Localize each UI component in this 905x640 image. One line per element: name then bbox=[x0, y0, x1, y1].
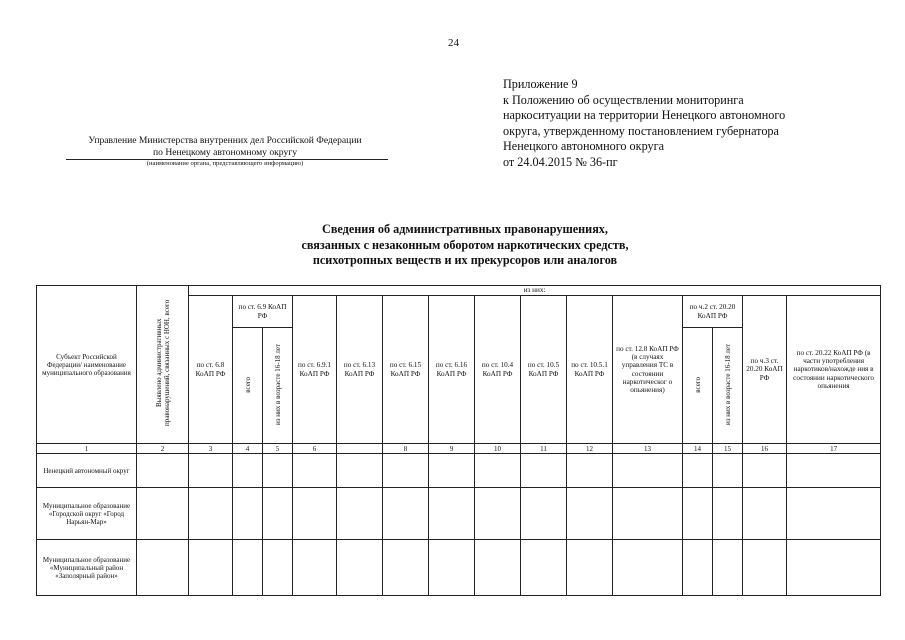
header-art-6-8: по ст. 6.8 КоАП РФ bbox=[189, 296, 233, 444]
header-art-6-9-total: всего bbox=[233, 328, 263, 444]
header-art-6-9-minors: из них в возрасте 16-18 лет bbox=[263, 328, 293, 444]
organization-caption: (наименование органа, представляющего информацию) bbox=[146, 160, 304, 167]
report-title-line: Сведения об административных правонарушениях, bbox=[322, 222, 608, 236]
table-cell bbox=[475, 540, 521, 596]
appendix-line: округа, утвержденному постановлением губернатора bbox=[503, 123, 779, 138]
header-of-them: из них: bbox=[189, 286, 881, 296]
table-cell bbox=[743, 488, 787, 540]
table-cell bbox=[475, 454, 521, 488]
table-cell bbox=[429, 540, 475, 596]
header-art-10-4: по ст. 10.4 КоАП РФ bbox=[475, 296, 521, 444]
column-number: 4 bbox=[233, 444, 263, 454]
column-numbers-row bbox=[37, 444, 881, 454]
table-cell bbox=[613, 488, 683, 540]
table-cell bbox=[743, 540, 787, 596]
table-cell bbox=[233, 454, 263, 488]
header-art-20-20-p2-minors: из них в возрасте 16-18 лет bbox=[713, 328, 743, 444]
table-row bbox=[37, 454, 881, 488]
table-cell bbox=[787, 454, 881, 488]
table-cell bbox=[787, 488, 881, 540]
table-cell bbox=[567, 540, 613, 596]
table-cell bbox=[521, 488, 567, 540]
table-cell bbox=[713, 488, 743, 540]
table-cell bbox=[263, 454, 293, 488]
table-cell bbox=[233, 540, 263, 596]
header-total-detected: Выявлено административных правонарушений, связанных с НОН, всего bbox=[137, 286, 189, 444]
column-number: 13 bbox=[613, 444, 683, 454]
column-number: 14 bbox=[683, 444, 713, 454]
table-cell bbox=[293, 488, 337, 540]
appendix-block bbox=[503, 77, 833, 171]
column-number bbox=[337, 444, 383, 454]
page-number: 24 bbox=[448, 37, 459, 49]
organization-name-line1: Управление Министерства внутренних дел Российской Федерации bbox=[88, 135, 362, 146]
column-number: 3 bbox=[189, 444, 233, 454]
table-cell bbox=[337, 488, 383, 540]
header-art-6-9: по ст. 6.9 КоАП РФ bbox=[233, 296, 293, 328]
table-cell bbox=[383, 454, 429, 488]
header-art-6-13: по ст. 6.13 КоАП РФ bbox=[337, 296, 383, 444]
column-number: 10 bbox=[475, 444, 521, 454]
appendix-line: наркоситуации на территории Ненецкого автономного bbox=[503, 108, 786, 123]
violations-table bbox=[36, 285, 881, 596]
column-number: 17 bbox=[787, 444, 881, 454]
column-number: 15 bbox=[713, 444, 743, 454]
table-cell bbox=[713, 540, 743, 596]
table-cell bbox=[429, 454, 475, 488]
column-number: 1 bbox=[37, 444, 137, 454]
header-art-12-8: по ст. 12.8 КоАП РФ (в случаях управления ТС в состоянии наркотическог о опьянения) bbox=[613, 296, 683, 444]
table-cell bbox=[475, 488, 521, 540]
table-cell bbox=[383, 540, 429, 596]
report-title-line: психотропных веществ и их прекурсоров или аналогов bbox=[312, 253, 618, 268]
appendix-line: к Положению об осуществлении мониторинга bbox=[503, 92, 744, 107]
appendix-line: Приложение 9 bbox=[503, 77, 578, 91]
table-cell bbox=[189, 488, 233, 540]
table-cell bbox=[293, 540, 337, 596]
table-cell bbox=[743, 454, 787, 488]
header-subject: Субъект Российской Федерации/ наименование муниципального образования bbox=[37, 286, 137, 444]
table-cell bbox=[233, 488, 263, 540]
table-cell bbox=[337, 454, 383, 488]
table-cell bbox=[263, 540, 293, 596]
table-cell bbox=[337, 540, 383, 596]
column-number: 9 bbox=[429, 444, 475, 454]
column-number: 11 bbox=[521, 444, 567, 454]
table-cell bbox=[293, 454, 337, 488]
table-cell bbox=[189, 540, 233, 596]
table-cell bbox=[263, 488, 293, 540]
table-cell bbox=[713, 454, 743, 488]
table-cell bbox=[787, 540, 881, 596]
organization-block bbox=[62, 135, 388, 168]
column-number: 16 bbox=[743, 444, 787, 454]
column-number: 6 bbox=[293, 444, 337, 454]
report-title-line: связанных с незаконным оборотом наркотических средств, bbox=[301, 237, 629, 252]
row-label-nao: Ненецкий автономный округ bbox=[37, 454, 137, 488]
column-number: 2 bbox=[137, 444, 189, 454]
table-row bbox=[37, 488, 881, 540]
table-cell bbox=[521, 540, 567, 596]
column-number: 12 bbox=[567, 444, 613, 454]
report-title bbox=[220, 222, 710, 269]
header-art-20-20-p3: по ч.3 ст. 20.20 КоАП РФ bbox=[743, 296, 787, 444]
table-cell bbox=[383, 488, 429, 540]
header-art-6-16: по ст. 6.16 КоАП РФ bbox=[429, 296, 475, 444]
header-art-6-15: по ст. 6.15 КоАП РФ bbox=[383, 296, 429, 444]
table-cell bbox=[567, 454, 613, 488]
header-art-20-20-p2-total: всего bbox=[683, 328, 713, 444]
header-art-6-9-1: по ст. 6.9.1 КоАП РФ bbox=[293, 296, 337, 444]
appendix-line: от 24.04.2015 № 36-пг bbox=[503, 154, 618, 169]
organization-name-line2: по Ненецкому автономному округу bbox=[153, 146, 297, 158]
appendix-line: Ненецкого автономного округа bbox=[503, 139, 665, 154]
table-cell bbox=[137, 454, 189, 488]
table-cell bbox=[613, 454, 683, 488]
column-number: 5 bbox=[263, 444, 293, 454]
table-cell bbox=[521, 454, 567, 488]
table-row bbox=[37, 540, 881, 596]
table-cell bbox=[613, 540, 683, 596]
table-cell bbox=[137, 540, 189, 596]
row-label-zapolyarny: Муниципальное образование «Муниципальный район «Заполярный район» bbox=[37, 540, 137, 596]
column-number: 8 bbox=[383, 444, 429, 454]
table-cell bbox=[429, 488, 475, 540]
row-label-naryan-mar: Муниципальное образование «Городской округ «Город Нарьян-Мар» bbox=[37, 488, 137, 540]
header-art-20-20-p2: по ч.2 ст. 20.20 КоАП РФ bbox=[683, 296, 743, 328]
table-cell bbox=[137, 488, 189, 540]
header-art-10-5: по ст. 10.5 КоАП РФ bbox=[521, 296, 567, 444]
header-art-20-22: по ст. 20.22 КоАП РФ (в части употребления наркотиков/нахожде ния в состоянии наркотического опьянения bbox=[787, 296, 881, 444]
table-cell bbox=[683, 488, 713, 540]
table-cell bbox=[189, 454, 233, 488]
table-cell bbox=[567, 488, 613, 540]
table-cell bbox=[683, 540, 713, 596]
header-art-10-5-1: по ст. 10.5.1 КоАП РФ bbox=[567, 296, 613, 444]
table-cell bbox=[683, 454, 713, 488]
